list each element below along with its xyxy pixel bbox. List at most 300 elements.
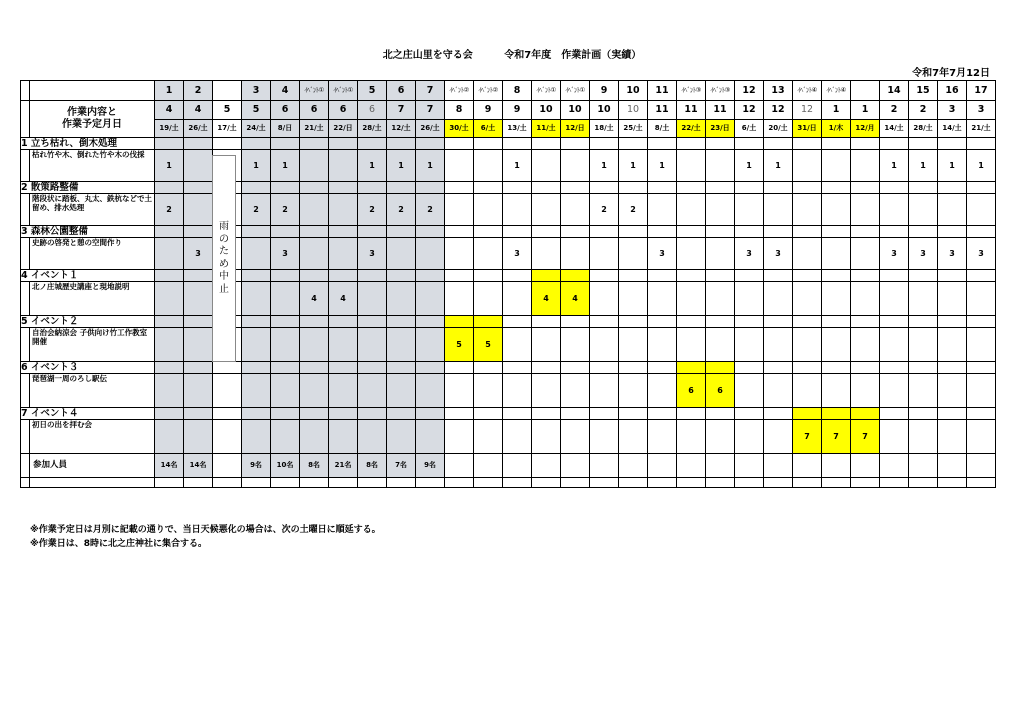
spacer-cell xyxy=(706,182,735,194)
task-value xyxy=(619,420,648,454)
task-value xyxy=(909,282,938,316)
work-number: ｲﾍﾞﾝﾄ① xyxy=(532,81,561,101)
task-title: 2 散策路整備 xyxy=(21,182,155,194)
date-cell: 17/土 xyxy=(213,120,242,138)
spacer-cell xyxy=(764,408,793,420)
date-cell: 21/土 xyxy=(300,120,329,138)
task-description: 初日の出を拝む会 xyxy=(30,420,155,454)
blank-cell xyxy=(764,478,793,488)
task-value xyxy=(909,374,938,408)
task-value xyxy=(851,374,880,408)
spacer-cell xyxy=(271,182,300,194)
spacer-cell xyxy=(300,226,329,238)
task-value xyxy=(532,238,561,270)
spacer-cell xyxy=(387,270,416,282)
spacer-cell xyxy=(445,362,474,374)
spacer-cell xyxy=(822,362,851,374)
spacer-cell xyxy=(474,362,503,374)
spacer-cell xyxy=(793,270,822,282)
task-value: 1 xyxy=(938,150,967,182)
edge-cell xyxy=(21,374,30,408)
date-cell: 14/土 xyxy=(938,120,967,138)
task-value xyxy=(213,374,242,408)
task-value: 3 xyxy=(358,238,387,270)
work-number: 13 xyxy=(764,81,793,101)
spacer-cell xyxy=(358,226,387,238)
task-value: 1 xyxy=(648,150,677,182)
task-value xyxy=(416,420,445,454)
edge-cell xyxy=(21,328,30,362)
task-value xyxy=(822,150,851,182)
spacer-cell xyxy=(329,182,358,194)
date-cell: 18/土 xyxy=(590,120,619,138)
spacer-cell xyxy=(909,182,938,194)
task-row xyxy=(21,328,996,362)
blank-cell xyxy=(590,478,619,488)
task-value: 3 xyxy=(503,238,532,270)
task-value xyxy=(822,328,851,362)
task-value xyxy=(561,238,590,270)
month-cell: 10 xyxy=(590,101,619,120)
participant-count xyxy=(590,454,619,478)
spacer-cell xyxy=(184,362,213,374)
task-value xyxy=(967,194,996,226)
task-title-row xyxy=(21,138,996,150)
task-value xyxy=(590,328,619,362)
task-value xyxy=(851,282,880,316)
task-value xyxy=(358,282,387,316)
spacer-cell xyxy=(735,408,764,420)
task-value xyxy=(503,282,532,316)
task-title-row xyxy=(21,226,996,238)
task-title-row xyxy=(21,408,996,420)
date-cell: 25/土 xyxy=(619,120,648,138)
task-value xyxy=(648,374,677,408)
spacer-cell xyxy=(938,182,967,194)
task-value xyxy=(880,194,909,226)
work-number: 14 xyxy=(880,81,909,101)
task-value xyxy=(184,328,213,362)
spacer-cell xyxy=(300,182,329,194)
task-value: 1 xyxy=(387,150,416,182)
spacer-cell xyxy=(532,316,561,328)
spacer-cell xyxy=(155,408,184,420)
task-value xyxy=(677,328,706,362)
spacer-cell xyxy=(648,182,677,194)
spacer-cell xyxy=(184,270,213,282)
task-value xyxy=(300,374,329,408)
task-value xyxy=(474,238,503,270)
month-cell: 11 xyxy=(648,101,677,120)
task-value xyxy=(967,282,996,316)
task-value: 1 xyxy=(590,150,619,182)
spacer-cell xyxy=(532,362,561,374)
task-value: 1 xyxy=(416,150,445,182)
task-title-row xyxy=(21,182,996,194)
task-value xyxy=(851,150,880,182)
month-cell: 11 xyxy=(677,101,706,120)
task-value xyxy=(938,282,967,316)
task-value: 1 xyxy=(909,150,938,182)
date-cell: 24/土 xyxy=(242,120,271,138)
spacer-cell xyxy=(619,316,648,328)
spacer-cell xyxy=(503,138,532,150)
task-value xyxy=(619,328,648,362)
spacer-cell xyxy=(822,408,851,420)
work-number: 5 xyxy=(358,81,387,101)
spacer-cell xyxy=(735,226,764,238)
work-number: 6 xyxy=(387,81,416,101)
task-value xyxy=(880,282,909,316)
spacer-cell xyxy=(213,408,242,420)
task-value xyxy=(474,282,503,316)
participant-count: 10名 xyxy=(271,454,300,478)
spacer-cell xyxy=(329,316,358,328)
spacer-cell xyxy=(938,408,967,420)
spacer-cell xyxy=(474,270,503,282)
task-value xyxy=(735,194,764,226)
spacer-cell xyxy=(329,226,358,238)
task-value xyxy=(532,150,561,182)
spacer-cell xyxy=(648,226,677,238)
task-title-row xyxy=(21,362,996,374)
task-value xyxy=(503,194,532,226)
task-value: 4 xyxy=(561,282,590,316)
task-value xyxy=(648,420,677,454)
spacer-cell xyxy=(677,226,706,238)
task-value xyxy=(764,282,793,316)
task-value: 1 xyxy=(735,150,764,182)
footnote: ※作業日は、8時に北之庄神社に集合する。 xyxy=(30,538,208,549)
task-value xyxy=(648,282,677,316)
spacer-cell xyxy=(590,408,619,420)
task-value xyxy=(938,194,967,226)
task-value xyxy=(474,374,503,408)
participant-count xyxy=(619,454,648,478)
month-cell: 4 xyxy=(184,101,213,120)
task-value xyxy=(561,150,590,182)
task-value xyxy=(706,150,735,182)
month-cell: 9 xyxy=(503,101,532,120)
spacer-cell xyxy=(706,362,735,374)
spacer-cell xyxy=(851,182,880,194)
spacer-cell xyxy=(880,316,909,328)
work-number: 12 xyxy=(735,81,764,101)
month-cell: 7 xyxy=(416,101,445,120)
spacer-cell xyxy=(938,362,967,374)
spacer-cell xyxy=(358,182,387,194)
work-number: 11 xyxy=(648,81,677,101)
date-cell: 1/木 xyxy=(822,120,851,138)
plan-title: 令和7年度 作業計画（実績） xyxy=(504,50,642,61)
month-cell: 9 xyxy=(474,101,503,120)
task-value xyxy=(329,150,358,182)
task-value xyxy=(300,150,329,182)
date-cell: 23/日 xyxy=(706,120,735,138)
task-title: 7 イベント４ xyxy=(21,408,155,420)
task-value xyxy=(300,328,329,362)
task-value: 7 xyxy=(793,420,822,454)
task-value: 1 xyxy=(880,150,909,182)
date-cell: 21/土 xyxy=(967,120,996,138)
task-description: 階段状に踏板、丸太、鉄杭などで土留め、排水処理 xyxy=(30,194,155,226)
task-value xyxy=(416,374,445,408)
spacer-cell xyxy=(938,138,967,150)
task-value xyxy=(561,328,590,362)
spacer-cell xyxy=(706,138,735,150)
task-value xyxy=(967,328,996,362)
month-cell: 6 xyxy=(329,101,358,120)
task-row xyxy=(21,150,996,182)
blank-cell xyxy=(851,478,880,488)
spacer-cell xyxy=(445,408,474,420)
spacer-cell xyxy=(793,316,822,328)
spacer-cell xyxy=(300,138,329,150)
task-value xyxy=(242,328,271,362)
blank-cell xyxy=(967,478,996,488)
spacer-cell xyxy=(764,362,793,374)
work-number xyxy=(851,81,880,101)
task-value: 3 xyxy=(880,238,909,270)
work-number: 1 xyxy=(155,81,184,101)
task-value xyxy=(474,420,503,454)
spacer-cell xyxy=(735,182,764,194)
task-value xyxy=(561,374,590,408)
spacer-cell xyxy=(387,226,416,238)
participant-count: 9名 xyxy=(242,454,271,478)
spacer-cell xyxy=(677,362,706,374)
work-number: ｲﾍﾞﾝﾄ④ xyxy=(793,81,822,101)
spacer-cell xyxy=(416,182,445,194)
spacer-cell xyxy=(416,226,445,238)
participant-count xyxy=(648,454,677,478)
work-number: ｲﾍﾞﾝﾄ③ xyxy=(706,81,735,101)
spacer-cell xyxy=(735,362,764,374)
blank-cell xyxy=(329,478,358,488)
blank-cell xyxy=(677,478,706,488)
spacer-cell xyxy=(648,138,677,150)
blank-cell xyxy=(184,478,213,488)
date-cell: 11/土 xyxy=(532,120,561,138)
spacer-cell xyxy=(271,408,300,420)
task-value xyxy=(416,328,445,362)
task-value xyxy=(793,328,822,362)
participant-count xyxy=(735,454,764,478)
edge-cell xyxy=(21,194,30,226)
task-value: 2 xyxy=(590,194,619,226)
task-value xyxy=(416,282,445,316)
spacer-cell xyxy=(648,408,677,420)
blank-cell xyxy=(648,478,677,488)
spacer-cell xyxy=(851,362,880,374)
work-number: 3 xyxy=(242,81,271,101)
spacer-cell xyxy=(967,408,996,420)
spacer-cell xyxy=(938,316,967,328)
task-value xyxy=(474,194,503,226)
task-value: 1 xyxy=(503,150,532,182)
corner-cell xyxy=(30,81,155,101)
task-title: 5 イベント２ xyxy=(21,316,155,328)
participant-count xyxy=(793,454,822,478)
task-value: 3 xyxy=(909,238,938,270)
work-number: 17 xyxy=(967,81,996,101)
task-value xyxy=(909,194,938,226)
task-value xyxy=(445,238,474,270)
blank-row xyxy=(21,478,996,488)
spacer-cell xyxy=(677,138,706,150)
spacer-cell xyxy=(445,138,474,150)
month-cell: 2 xyxy=(909,101,938,120)
task-value xyxy=(909,328,938,362)
month-cell: 11 xyxy=(706,101,735,120)
task-value xyxy=(387,282,416,316)
task-value xyxy=(416,238,445,270)
spacer-cell xyxy=(561,316,590,328)
spacer-cell xyxy=(880,408,909,420)
task-value xyxy=(793,238,822,270)
spacer-cell xyxy=(822,270,851,282)
task-value xyxy=(387,238,416,270)
task-value xyxy=(880,374,909,408)
spacer-cell xyxy=(155,182,184,194)
blank-cell xyxy=(880,478,909,488)
task-title: 3 森林公園整備 xyxy=(21,226,155,238)
spacer-cell xyxy=(474,408,503,420)
work-number: ｲﾍﾞﾝﾄ① xyxy=(300,81,329,101)
task-description: 自治会納涼会 子供向け竹工作教室開催 xyxy=(30,328,155,362)
task-value xyxy=(764,374,793,408)
rain-note-char: の xyxy=(219,233,229,245)
date-cell: 6/土 xyxy=(735,120,764,138)
participant-count xyxy=(503,454,532,478)
task-value: 2 xyxy=(619,194,648,226)
spacer-cell xyxy=(271,316,300,328)
spacer-cell xyxy=(445,270,474,282)
spacer-cell xyxy=(938,270,967,282)
footnotes xyxy=(30,524,381,551)
task-value xyxy=(329,238,358,270)
task-value xyxy=(184,194,213,226)
date-cell: 14/土 xyxy=(880,120,909,138)
header-label-line: 作業内容と xyxy=(67,107,117,118)
participant-count xyxy=(967,454,996,478)
task-value: 1 xyxy=(967,150,996,182)
participant-count xyxy=(561,454,590,478)
spacer-cell xyxy=(184,226,213,238)
spacer-cell xyxy=(793,138,822,150)
participants-label: 参加人員 xyxy=(30,454,155,478)
task-value xyxy=(358,328,387,362)
task-value xyxy=(503,328,532,362)
task-value xyxy=(735,420,764,454)
date-cell: 22/土 xyxy=(677,120,706,138)
rain-note-char: 雨 xyxy=(219,221,229,232)
spacer-cell xyxy=(184,182,213,194)
task-value xyxy=(764,194,793,226)
task-value xyxy=(851,328,880,362)
task-value: 4 xyxy=(532,282,561,316)
spacer-cell xyxy=(880,226,909,238)
spacer-cell xyxy=(619,138,648,150)
work-number: ｲﾍﾞﾝﾄ① xyxy=(561,81,590,101)
spacer-cell xyxy=(184,316,213,328)
spacer-cell xyxy=(880,362,909,374)
blank-cell xyxy=(242,478,271,488)
date-cell: 8/土 xyxy=(648,120,677,138)
spacer-cell xyxy=(242,270,271,282)
date-cell: 22/日 xyxy=(329,120,358,138)
date-cell: 13/土 xyxy=(503,120,532,138)
blank-cell xyxy=(938,478,967,488)
spacer-cell xyxy=(329,362,358,374)
spacer-cell xyxy=(967,182,996,194)
spacer-cell xyxy=(735,316,764,328)
task-value xyxy=(648,194,677,226)
spacer-cell xyxy=(880,270,909,282)
spacer-cell xyxy=(793,226,822,238)
work-number: ｲﾍﾞﾝﾄ① xyxy=(329,81,358,101)
task-value xyxy=(503,374,532,408)
month-cell: 4 xyxy=(155,101,184,120)
task-value: 1 xyxy=(155,150,184,182)
task-value xyxy=(880,420,909,454)
task-value xyxy=(590,238,619,270)
participant-count xyxy=(822,454,851,478)
task-value: 3 xyxy=(184,238,213,270)
work-number: ｲﾍﾞﾝﾄ④ xyxy=(822,81,851,101)
task-value xyxy=(184,282,213,316)
participant-count: 7名 xyxy=(387,454,416,478)
task-value xyxy=(967,374,996,408)
task-value xyxy=(184,150,213,182)
task-value xyxy=(677,150,706,182)
spacer-cell xyxy=(967,270,996,282)
task-value xyxy=(184,420,213,454)
task-value xyxy=(532,194,561,226)
work-number: 7 xyxy=(416,81,445,101)
task-row xyxy=(21,420,996,454)
task-value: 3 xyxy=(938,238,967,270)
spacer-cell xyxy=(561,408,590,420)
spacer-cell xyxy=(155,138,184,150)
task-value xyxy=(271,328,300,362)
task-description: 琵琶湖一周のろし駅伝 xyxy=(30,374,155,408)
task-value: 1 xyxy=(271,150,300,182)
spacer-cell xyxy=(967,226,996,238)
spacer-cell xyxy=(822,226,851,238)
task-value xyxy=(793,150,822,182)
task-value xyxy=(532,374,561,408)
blank-cell xyxy=(358,478,387,488)
task-value: 6 xyxy=(677,374,706,408)
spacer-cell xyxy=(880,138,909,150)
spacer-cell xyxy=(242,316,271,328)
task-value xyxy=(735,374,764,408)
org-name: 北之庄山里を守る会 xyxy=(382,50,473,61)
participant-count xyxy=(938,454,967,478)
month-cell: 10 xyxy=(619,101,648,120)
participant-count xyxy=(880,454,909,478)
spacer-cell xyxy=(764,226,793,238)
task-value xyxy=(822,238,851,270)
date-cell: 8/日 xyxy=(271,120,300,138)
spacer-cell xyxy=(648,270,677,282)
rain-note-char: 止 xyxy=(219,283,229,295)
document-title xyxy=(0,46,1024,61)
spacer-cell xyxy=(300,362,329,374)
work-number: 10 xyxy=(619,81,648,101)
work-number: 9 xyxy=(590,81,619,101)
